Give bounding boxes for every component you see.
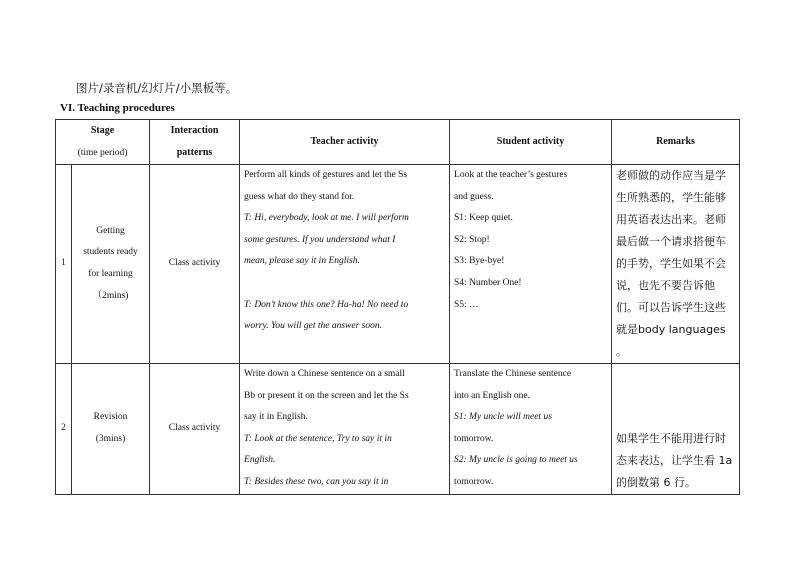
student-line: S3: Bye-bye! [454, 256, 505, 267]
teacher-line: guess what do they stand for. [244, 191, 355, 202]
student-line: S2: My uncle is going to meet us [454, 455, 578, 466]
stage-line: Revision [93, 412, 128, 423]
header-teacher: Teacher activity [240, 120, 450, 165]
remarks-text: 如果学生不能用进行时态来表达，让学生看 1a 的倒数第 6 行。 [616, 432, 733, 489]
student-line: tomorrow. [454, 433, 494, 444]
table-header-row [56, 120, 740, 165]
header-interaction-sub: patterns [176, 147, 213, 158]
teacher-line: T: Don’t know this one? Ha-ha! No need to [244, 299, 409, 310]
teacher-line: T: Besides these two, can you say it in [244, 476, 389, 487]
stage-line: students ready [83, 247, 138, 258]
section-title: VI. Teaching procedures [60, 102, 175, 114]
student-line: S1: My uncle will meet us [454, 412, 552, 423]
header-interaction [150, 120, 240, 165]
teacher-line: mean, please say it in English. [244, 256, 360, 267]
header-remarks: Remarks [612, 120, 740, 165]
stage-cell [72, 364, 150, 495]
teacher-line: some gestures. If you understand what I [244, 234, 396, 245]
teacher-activity-cell [240, 165, 450, 364]
teacher-line: Bb or present it on the screen and let the Ss [244, 390, 409, 401]
student-line: and guess. [454, 191, 494, 202]
student-line: S2: Stop! [454, 234, 490, 245]
remarks-cell: 老师做的动作应当是学生所熟悉的，学生能够用英语表达出来。老师最后做一个请求搭便车的手势，学生如果不会说，也先不要告诉他们。可以告诉学生这些就是body languages 。 [612, 165, 740, 364]
teacher-line: English. [244, 455, 276, 466]
teacher-line-blank [244, 273, 445, 295]
remarks-cell [612, 364, 740, 495]
header-interaction-label: Interaction [170, 125, 219, 136]
student-line: Look at the teacher’s gestures [454, 170, 568, 180]
teacher-line: worry. You will get the answer soon. [244, 321, 382, 332]
row-number: 2 [56, 364, 72, 495]
interaction-cell: Class activity [150, 364, 240, 495]
teacher-line: say it in English. [244, 412, 308, 423]
student-line: S5: … [454, 299, 479, 310]
stage-line: (3mins) [95, 434, 126, 444]
interaction-cell: Class activity [150, 165, 240, 364]
stage-line: Getting [96, 225, 125, 236]
stage-cell [72, 165, 150, 364]
table-row [56, 364, 740, 495]
teacher-line: Perform all kinds of gestures and let the Ss [244, 170, 408, 180]
header-note: 图片/录音机/幻灯片/小黑板等。 [76, 81, 238, 95]
teacher-activity-cell [240, 364, 450, 495]
student-line: S4: Number One! [454, 277, 522, 288]
header-stage-sub: (time period) [77, 148, 128, 158]
teacher-line: Write down a Chinese sentence on a small [244, 369, 405, 379]
teaching-procedures-table [55, 119, 740, 495]
header-stage [56, 120, 150, 165]
student-line: into an English one. [454, 390, 531, 401]
teacher-line: T: Look at the sentence, Try to say it in [244, 433, 392, 444]
student-activity-cell [450, 364, 612, 495]
stage-line: for learning [88, 269, 133, 279]
row-number: 1 [56, 165, 72, 364]
student-line: Translate the Chinese sentence [454, 369, 572, 379]
table-row [56, 165, 740, 364]
stage-line: （2mins) [92, 290, 129, 301]
student-activity-cell [450, 165, 612, 364]
header-stage-label: Stage [90, 125, 115, 136]
student-line: tomorrow. [454, 476, 494, 487]
student-line: S1: Keep quiet. [454, 213, 513, 224]
header-student: Student activity [450, 120, 612, 165]
teacher-line: T: Hi, everybody, look at me. I will perform [244, 213, 409, 224]
